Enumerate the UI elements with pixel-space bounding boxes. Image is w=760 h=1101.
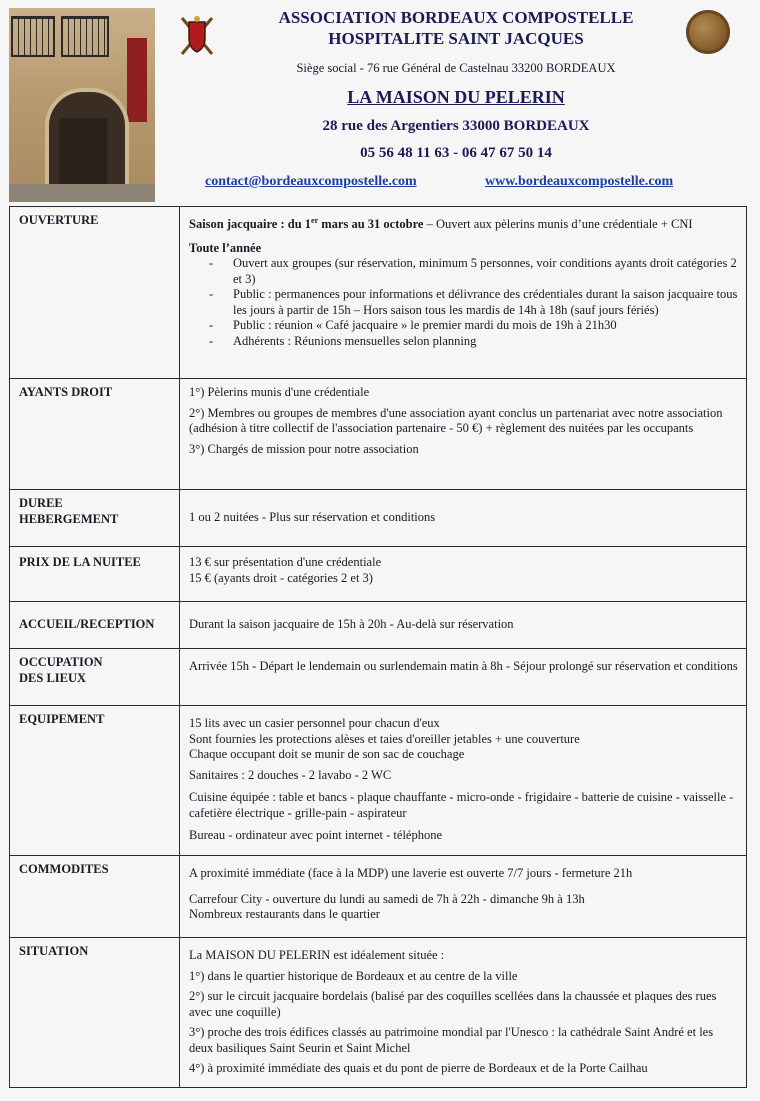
label-ayants-droit: AYANTS DROIT	[10, 379, 180, 490]
ayants-p2: 2°) Membres ou groupes de membres d'une association ayant conclus un partenariat avec notre association (adhésion à titre collectif de l'association partenaire - 50 €) + règlement des nuitées par les occupants	[189, 405, 723, 435]
ayants-p3: 3°) Chargés de mission pour notre association	[189, 441, 419, 456]
list-item: - Public : permanences pour informations et délivrance des crédentiales durant la saison jacquaire tous les jours à partir de 15h – Hors saison tous les mardis de 14h à 18h (sauf jours fériés)	[209, 287, 738, 318]
row-ouverture	[10, 207, 747, 379]
value-ouverture	[180, 207, 747, 379]
value-prix	[180, 547, 747, 602]
saison-bold: Saison jacquaire : du 1	[189, 217, 312, 232]
saison-sup: er	[311, 216, 319, 225]
label-equipement: EQUIPEMENT	[10, 706, 180, 856]
building-photo	[9, 8, 155, 202]
prix-line1: 13 € sur présentation d'une crédentiale	[189, 555, 382, 569]
situation-p3: 3°) proche des trois édifices classés au patrimoine mondial par l'Unesco : la cathédrale Saint André et les deux basiliques Saint Seurin et Saint Michel	[189, 1025, 714, 1055]
value-accueil: Durant la saison jacquaire de 15h à 20h - Au-delà sur réservation	[180, 602, 747, 649]
row-accueil	[10, 602, 747, 649]
ayants-p1: 1°) Pèlerins munis d'une crédentiale	[189, 385, 370, 399]
label-duree-1: DUREE	[19, 496, 63, 510]
list-item: - Ouvert aux groupes (sur réservation, minimum 5 personnes, voir conditions ayants droit catégories 2 et 3)	[209, 256, 738, 287]
value-duree: 1 ou 2 nuitées - Plus sur réservation et conditions	[180, 490, 747, 547]
situation-p1: 1°) dans le quartier historique de Bordeaux et au centre de la ville	[189, 968, 518, 983]
list-item: - Adhérents : Réunions mensuelles selon planning	[209, 334, 738, 350]
situation-p4: 4°) à proximité immédiate des quais et du pont de pierre de Bordeaux et de la Porte Cailhau	[189, 1061, 648, 1075]
equip-l2: Sont fournies les protections alèses et taies d'oreiller jetables + une couverture	[189, 731, 580, 746]
ouverture-list	[189, 256, 738, 349]
email-link[interactable]: contact@bordeauxcompostelle.com	[205, 174, 417, 189]
toute-annee: Toute l’année	[189, 240, 262, 255]
label-duree-2: HEBERGEMENT	[19, 511, 119, 526]
row-equipement	[10, 706, 747, 856]
row-duree	[10, 490, 747, 547]
commodites-p2b: Nombreux restaurants dans le quartier	[189, 907, 380, 921]
value-commodites	[180, 856, 747, 938]
maison-address: 28 rue des Argentiers 33000 BORDEAUX	[322, 118, 590, 134]
maison-title: LA MAISON DU PELERIN	[347, 87, 565, 107]
label-situation: SITUATION	[10, 938, 180, 1088]
row-prix	[10, 547, 747, 602]
row-situation	[10, 938, 747, 1088]
label-duree	[10, 490, 180, 547]
row-occupation	[10, 649, 747, 706]
equip-l3: Chaque occupant doit se munir de son sac de couchage	[189, 747, 465, 761]
value-situation	[180, 938, 747, 1088]
value-occupation: Arrivée 15h - Départ le lendemain ou surlendemain matin à 8h - Séjour prolongé sur réservation et conditions	[180, 649, 747, 706]
saison-rest: – Ouvert aux pèlerins munis d’une crédentiale + CNI	[423, 217, 693, 232]
label-occupation-2: DES LIEUX	[19, 670, 87, 685]
saison-bold2: mars au 31 octobre	[318, 217, 424, 232]
label-commodites: COMMODITES	[10, 856, 180, 938]
situation-p2: 2°) sur le circuit jacquaire bordelais (balisé par des coquilles scellées dans la chaussée et plaques des rues avec une coquille)	[189, 989, 717, 1019]
value-equipement	[180, 706, 747, 856]
row-ayants-droit	[10, 379, 747, 490]
label-occupation	[10, 649, 180, 706]
equip-cuisine: Cuisine équipée : table et bancs - plaque chauffante - micro-onde - frigidaire - batterie de cuisine - vaisselle - cafetière électrique - grille-pain - aspirateur	[189, 790, 734, 820]
website-link[interactable]: www.bordeauxcompostelle.com	[485, 174, 674, 189]
equip-l1: 15 lits avec un casier personnel pour chacun d'eux	[189, 716, 440, 730]
info-table	[9, 206, 747, 1088]
equip-sanitaires: Sanitaires : 2 douches - 2 lavabo - 2 WC	[189, 767, 392, 782]
commodites-p2a: Carrefour City - ouverture du lundi au samedi de 7h à 22h - dimanche 9h à 13h	[189, 891, 585, 906]
prix-line2: 15 € (ayants droit - catégories 2 et 3)	[189, 570, 373, 585]
label-ouverture: OUVERTURE	[10, 207, 180, 379]
commodites-p1: A proximité immédiate (face à la MDP) une laverie est ouverte 7/7 jours - fermeture 21h	[189, 866, 633, 880]
equip-bureau: Bureau - ordinateur avec point internet - téléphone	[189, 828, 443, 842]
label-accueil: ACCUEIL/RECEPTION	[10, 602, 180, 649]
org-name-line1: ASSOCIATION BORDEAUX COMPOSTELLE	[278, 8, 634, 27]
value-ayants-droit	[180, 379, 747, 490]
situation-intro: La MAISON DU PELERIN est idéalement située :	[189, 948, 445, 962]
label-occupation-1: OCCUPATION	[19, 655, 103, 669]
row-commodites	[10, 856, 747, 938]
org-name-line2: HOSPITALITE SAINT JACQUES	[328, 29, 584, 48]
list-item: - Public : réunion « Café jacquaire » le premier mardi du mois de 19h à 21h30	[209, 318, 738, 334]
siege-address: Siège social - 76 rue Général de Castelnau 33200 BORDEAUX	[296, 61, 616, 75]
phone-numbers: 05 56 48 11 63 - 06 47 67 50 14	[360, 145, 552, 161]
label-prix: PRIX DE LA NUITEE	[10, 547, 180, 602]
